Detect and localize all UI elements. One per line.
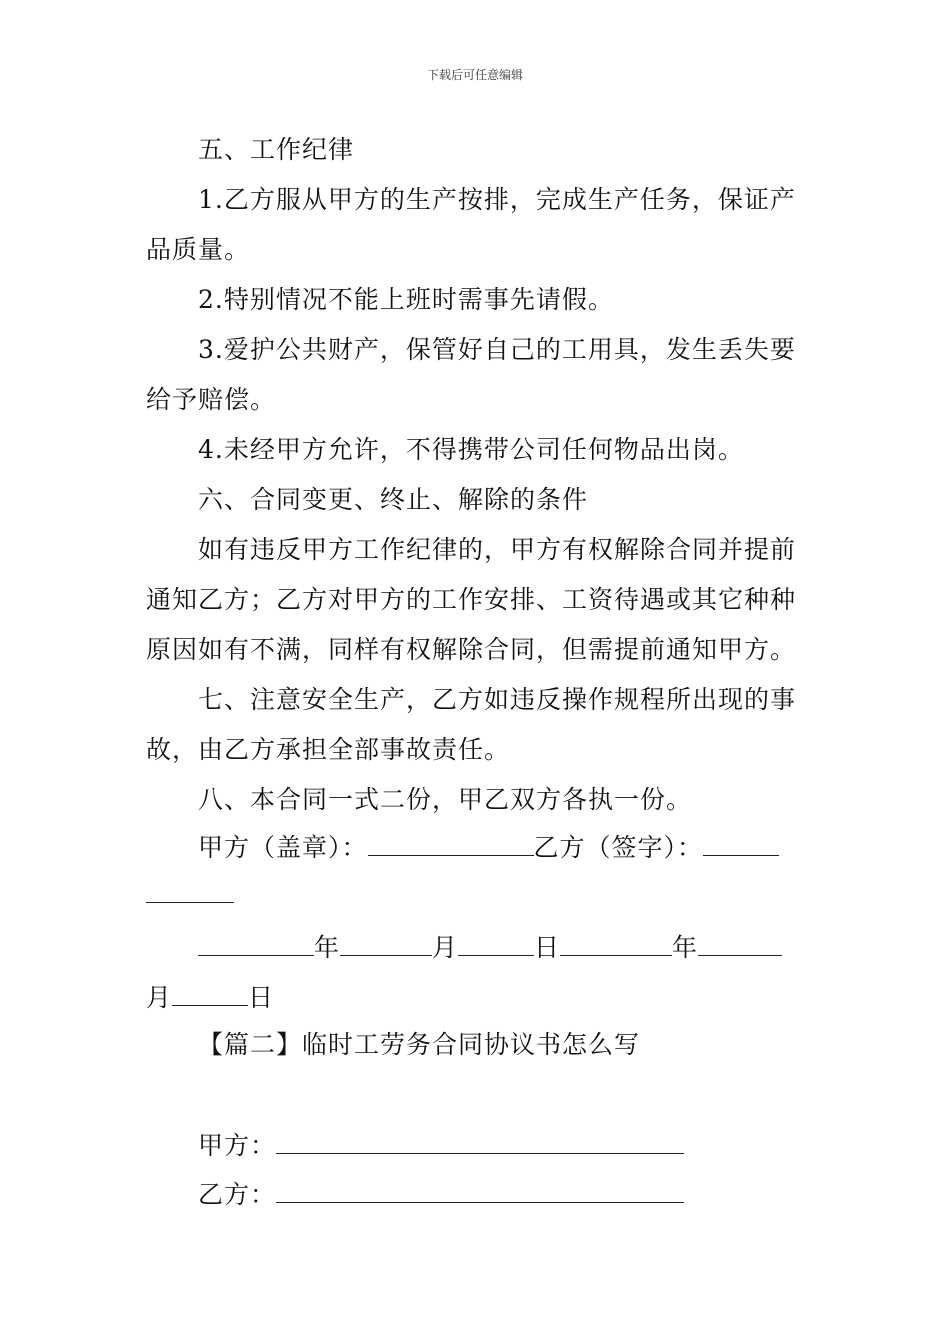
section-7-para-line-1: 七、注意安全生产，乙方如违反操作规程所出现的事 <box>198 685 797 714</box>
part-2-party-b-label: 乙方： <box>198 1180 277 1209</box>
date-b-month-label: 月 <box>146 983 173 1012</box>
party-a-seal-label: 甲方（盖章）： <box>198 833 368 862</box>
date-a-month-label: 月 <box>432 933 459 962</box>
section-5-title: 五、工作纪律 <box>198 135 355 164</box>
page-header-note: 下载后可任意编辑 <box>426 68 523 82</box>
date-a-day-label: 日 <box>534 933 561 962</box>
section-8-para: 八、本合同一式二份，甲乙双方各执一份。 <box>198 785 693 814</box>
section-5-item-2: 2.特别情况不能上班时需事先请假。 <box>198 285 614 314</box>
party-b-sign-blank-continued <box>146 880 234 903</box>
part-2-party-a-label: 甲方： <box>198 1131 277 1160</box>
section-6-para-line-2: 通知乙方；乙方对甲方的工作安排、工资待遇或其它种种 <box>146 585 797 614</box>
section-5-item-3-line-2: 给予赔偿。 <box>146 385 277 414</box>
section-5-item-3-line-1: 3.爱护公共财产，保管好自己的工用具，发生丢失要 <box>198 335 796 364</box>
party-b-sign-blank <box>703 833 779 856</box>
section-6-title: 六、合同变更、终止、解除的条件 <box>198 485 589 514</box>
section-6-para-line-1: 如有违反甲方工作纪律的，甲方有权解除合同并提前 <box>198 535 797 564</box>
party-a-seal-blank <box>368 833 534 856</box>
part-2-party-b-blank <box>276 1180 684 1203</box>
party-b-sign-label: 乙方（签字）： <box>533 833 704 862</box>
date-a-month-blank <box>340 933 432 956</box>
date-a-day-blank <box>458 933 534 956</box>
date-line <box>198 933 862 963</box>
date-a-year-label: 年 <box>314 933 341 962</box>
date-line-continued <box>146 983 810 1013</box>
section-5-item-1-line-1: 1.乙方服从甲方的生产按排，完成生产任务，保证产 <box>198 185 796 214</box>
date-b-year-blank <box>560 933 672 956</box>
part-2-party-a-blank <box>276 1131 684 1154</box>
date-b-month-blank <box>698 933 782 956</box>
section-5-item-1-line-2: 品质量。 <box>146 235 251 264</box>
date-a-year-blank <box>198 933 314 956</box>
signature-line <box>198 833 862 863</box>
part-2-title: 【篇二】临时工劳务合同协议书怎么写 <box>198 1030 641 1059</box>
section-5-item-4: 4.未经甲方允许，不得携带公司任何物品出岗。 <box>198 435 744 464</box>
signature-line-continued <box>146 880 810 910</box>
part-2-party-a-line <box>198 1131 862 1161</box>
section-7-para-line-2: 故，由乙方承担全部事故责任。 <box>146 735 511 764</box>
section-6-para-line-3: 原因如有不满，同样有权解除合同，但需提前通知甲方。 <box>146 635 797 664</box>
part-2-party-b-line <box>198 1180 862 1210</box>
date-b-day-blank <box>172 983 248 1006</box>
date-b-day-label: 日 <box>248 983 275 1012</box>
date-b-year-label: 年 <box>672 933 699 962</box>
